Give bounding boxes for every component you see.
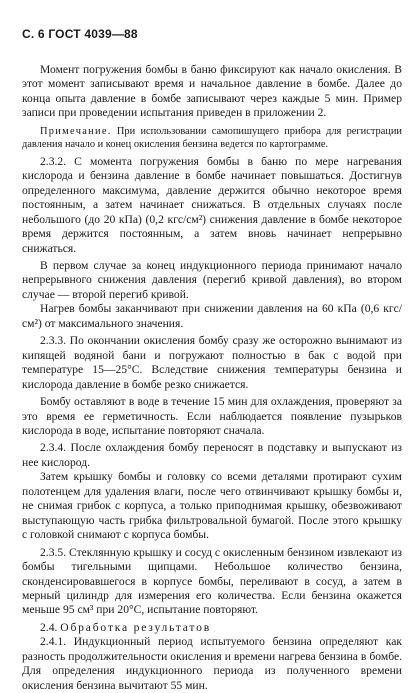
document-body <box>22 63 402 693</box>
paragraph-2-3-4: 2.3.4. После охлаждения бомбу переносят в подставку и выпускают из нее кислород. <box>22 441 402 469</box>
note-label: Примечание. <box>40 125 112 137</box>
paragraph-lid-removal: Затем крышку бомбы и головку со всеми деталями протирают сухим полотенцем для удаления влаги, после чего отвинчивают крышку бомбы и, не снимая грибок с корпуса, а только приподнимая крышку, обезвоживают выступающую часть грибка фильтровальной бумагой. После этого крышку с головкой снимают с корпуса бомбы. <box>22 470 402 542</box>
section-number: 2.4. <box>40 620 58 634</box>
paragraph-cooling: Бомбу оставляют в воде в течение 15 мин для охлаждения, проверяют за это время ее герметичность. Если наблюдается появление пузырьков кислорода в воде, испытание повторяют сначала. <box>22 395 402 437</box>
note-text: При использовании самопишущего прибора для регистрации давления начало и конец окисления бензина ведется по картограмме. <box>22 125 402 150</box>
paragraph-2-3-3: 2.3.3. По окончании окисления бомбу сразу же осторожно вынимают из кипящей водяной бани и погружают полностью в бак с водой при температуре 15—25°С. Вследствие снижения температуры бензина и кислорода давление в бомбе резко снижается. <box>22 334 402 391</box>
section-heading-2-4 <box>22 621 402 635</box>
page-header: С. 6 ГОСТ 4039—88 <box>22 27 138 41</box>
section-title: Обработка результатов <box>60 620 211 634</box>
paragraph-induction-end: В первом случае за конец индукционного периода принимают начало непрерывного снижения давления (перегиб кривой давления), во втором случае — второй перегиб кривой. <box>22 258 402 301</box>
paragraph-2-3-2: 2.3.2. С момента погружения бомбы в баню по мере нагревания кислорода и бензина давление в бомбе начинает повышаться. Достигнув определенного максимума, давление держится обычно некоторое время постоянным, а затем начинает снижаться. В отдельных случаях после небольшого (до 20 кПа) (0,2 кгс/см²) снижения давление в бомбе некоторое время держится постоянным, а затем вновь начинает непрерывно снижаться. <box>22 154 402 255</box>
paragraph-2-4-1: 2.4.1. Индукционный период испытуемого бензина определяют как разность продолжительности окисления и времени нагрева бензина в бомбе. Для определения индукционного периода из полученного времени окисления бензина вычитают 55 мин. <box>22 635 402 692</box>
note <box>22 125 402 151</box>
paragraph-heating-end: Нагрев бомбы заканчивают при снижении давления на 60 кПа (0,6 кгс/см²) от максимального значения. <box>22 302 402 330</box>
paragraph-pressure-recording: Момент погружения бомбы в баню фиксируют как начало окисления. В этот момент записывают время и начальное давление в бомбе. Далее до конца опыта давление в бомбе записывают через каждые 5 мин. Пример записи при проведении испытания приведен в приложении 2. <box>22 63 402 120</box>
paragraph-2-3-5: 2.3.5. Стеклянную крышку и сосуд с окисленным бензином извлекают из бомбы тигельными щипцами. Небольшое количество бензина, сконденсировавшегося в корпусе бомбы, переливают в сосуд, а затем в мерный цилиндр для измерения его количества. Если бензина окажется меньше 95 см³ при 20°С, испытание повторяют. <box>22 545 402 617</box>
